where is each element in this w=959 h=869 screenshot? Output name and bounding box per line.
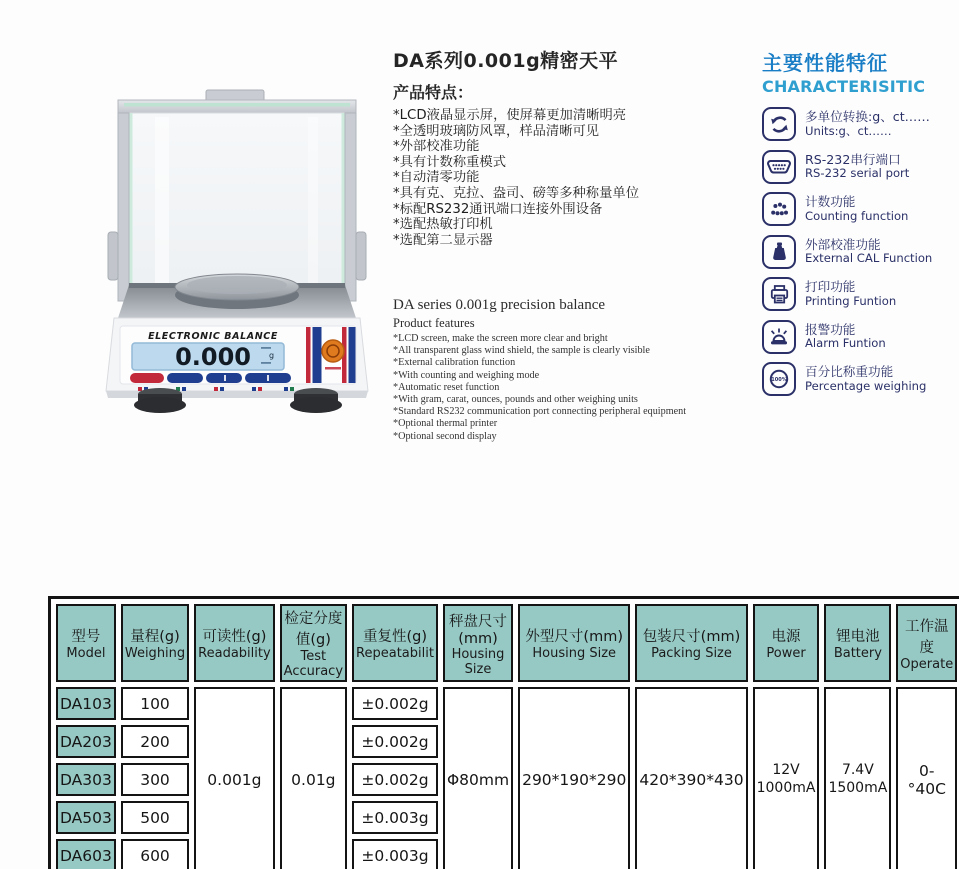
characteristic-label-zh: 打印功能	[805, 279, 856, 295]
spec-table-header-row	[56, 604, 957, 682]
pan-size-cell: Φ80mm	[443, 687, 513, 869]
housing-size-cell: 290*190*290	[518, 687, 630, 869]
feature-item: *具有克、克拉、盎司、磅等多种称量单位	[393, 185, 639, 201]
power-button	[130, 373, 164, 383]
panel-brand-text: ELECTRONIC BALANCE	[148, 331, 278, 342]
rs232-port-icon	[762, 150, 796, 184]
feature-item: *Optional thermal printer	[393, 418, 498, 430]
readability-cell: 0.001g	[194, 687, 275, 869]
feature-item: *标配RS232通讯端口连接外围设备	[393, 201, 603, 217]
col-header-packing-size: 包装尺寸(mm) Packing Size	[635, 604, 747, 682]
balance-illustration	[93, 86, 383, 442]
printer-icon	[762, 277, 796, 311]
percentage-icon	[762, 362, 796, 396]
repeatability-cell: ±0.002g	[352, 725, 438, 758]
packing-size-cell: 420*390*430	[635, 687, 747, 869]
col-header-housing-size: 外型尺寸(mm) Housing Size	[518, 604, 630, 682]
feature-item: *With gram, carat, ounces, pounds and other weighing units	[393, 394, 638, 406]
repeatability-cell: ±0.003g	[352, 801, 438, 834]
feature-item: *External calibration function	[393, 357, 516, 369]
characteristic-label-zh: 报警功能	[805, 321, 856, 337]
battery-cell: 7.4V 1500mA	[824, 687, 891, 869]
weighing-cell: 500	[121, 801, 189, 834]
col-header-power: 电源 Power	[753, 604, 820, 682]
feature-item: *Optional second display	[393, 430, 497, 442]
characteristic-multi-unit	[762, 107, 958, 141]
weighing-cell: 300	[121, 763, 189, 796]
left-door-handle	[108, 232, 118, 280]
weighing-cell: 100	[121, 687, 189, 720]
characteristics-title-en: CHARACTERISITIC	[762, 77, 926, 96]
right-door-handle	[356, 232, 366, 280]
col-header-pan-size: 秤盘尺寸(mm) Housing Size	[443, 604, 513, 682]
balance-base	[106, 318, 368, 398]
characteristic-label-zh: RS-232串行端口	[805, 151, 901, 167]
lcd-display	[132, 343, 284, 371]
features-list-zh	[393, 108, 753, 248]
characteristic-label-zh: 多单位转换:g、ct……	[805, 109, 930, 125]
col-header-test-accuracy: 检定分度值(g) Test Accuracy	[280, 604, 347, 682]
features-heading-zh: 产品特点：	[393, 83, 474, 102]
balance-product-image	[93, 86, 383, 442]
brand-logo	[322, 340, 344, 362]
product-intro-en	[393, 297, 733, 443]
feature-item: *选配热敏打印机	[393, 217, 493, 233]
feature-item: *With counting and weighing mode	[393, 369, 540, 381]
feature-item: *LCD screen, make the screen more clear and bright	[393, 333, 608, 344]
characteristic-label-en: Printing Funtion	[805, 293, 897, 308]
model-cell: DA603	[56, 839, 116, 869]
feature-item: *外部校准功能	[393, 139, 480, 155]
cal-weight-icon	[762, 235, 796, 269]
characteristic-rs232	[762, 150, 958, 184]
characteristic-label-zh: 计数功能	[805, 194, 856, 210]
characteristic-label-en: Alarm Funtion	[805, 336, 886, 351]
spec-table	[48, 596, 959, 869]
model-cell: DA203	[56, 725, 116, 758]
feature-item: *选配第二显示器	[393, 232, 493, 248]
svg-text:100%: 100%	[771, 377, 787, 383]
page-title-en: DA series 0.001g precision balance	[393, 297, 606, 313]
feature-item: *Standard RS232 communication port connecting peripheral equipment	[393, 406, 687, 418]
feature-item: *自动清零功能	[393, 170, 480, 186]
spec-row-da103	[56, 687, 957, 720]
characteristic-counting	[762, 192, 958, 226]
col-header-repeatability: 重复性(g) Repeatabilit	[352, 604, 438, 682]
characteristic-label-en: Percentage weighing	[805, 378, 927, 393]
feature-item: *LCD液晶显示屏，使屏幕更加清晰明亮	[393, 108, 627, 123]
characteristic-label-zh: 外部校准功能	[805, 236, 881, 252]
repeatability-cell: ±0.003g	[352, 839, 438, 869]
counting-dots-icon	[762, 192, 796, 226]
operate-cell: 0-°40C	[896, 687, 957, 869]
feature-item: *全透明玻璃防风罩，样品清晰可见	[393, 123, 600, 139]
model-cell: DA103	[56, 687, 116, 720]
col-header-operate: 工作温度 Operate	[896, 604, 957, 682]
lcd-unit: g	[269, 351, 275, 360]
characteristic-label-en: Units:g、ct……	[805, 123, 892, 138]
feature-item: *All transparent glass wind shield, the sample is clearly visible	[393, 345, 650, 357]
characteristics-title-zh: 主要性能特征	[762, 51, 888, 75]
features-heading-en: Product features	[393, 316, 475, 330]
feature-item: *具有计数称重模式	[393, 154, 507, 170]
alarm-icon	[762, 320, 796, 354]
col-header-model: 型号 Model	[56, 604, 116, 682]
model-cell: DA303	[56, 763, 116, 796]
test-accuracy-cell: 0.01g	[280, 687, 347, 869]
characteristic-percentage	[762, 362, 958, 396]
glass-draft-shield	[118, 113, 356, 301]
characteristic-label-en: RS-232 serial port	[805, 166, 910, 181]
page-title: DA系列0.001g精密天平	[393, 50, 619, 72]
weighing-cell: 200	[121, 725, 189, 758]
weighing-cell: 600	[121, 839, 189, 869]
characteristic-label-en: Counting function	[805, 208, 909, 223]
characteristic-label-zh: 百分比称重功能	[805, 364, 894, 380]
lcd-value: 0.000	[175, 343, 251, 371]
col-header-weighing: 量程(g) Weighing	[121, 604, 189, 682]
draft-shield-top-handle	[118, 90, 356, 113]
model-cell: DA503	[56, 801, 116, 834]
power-cell: 12V 1000mA	[753, 687, 820, 869]
repeatability-cell: ±0.002g	[352, 763, 438, 796]
characteristic-alarm	[762, 320, 958, 354]
col-header-battery: 锂电池 Battery	[824, 604, 891, 682]
feature-item: *Automatic reset function	[393, 381, 500, 393]
mode-button	[167, 373, 203, 383]
characteristics-list	[762, 107, 958, 396]
features-list-en	[393, 333, 733, 443]
characteristics-panel	[762, 47, 958, 405]
repeatability-cell: ±0.002g	[352, 687, 438, 720]
product-intro-zh	[393, 46, 753, 248]
col-header-readability: 可读性(g) Readability	[194, 604, 275, 682]
characteristic-label-en: External CAL Function	[805, 251, 933, 266]
multi-unit-refresh-icon	[762, 107, 796, 141]
characteristic-external-cal	[762, 235, 958, 269]
characteristic-printing	[762, 277, 958, 311]
